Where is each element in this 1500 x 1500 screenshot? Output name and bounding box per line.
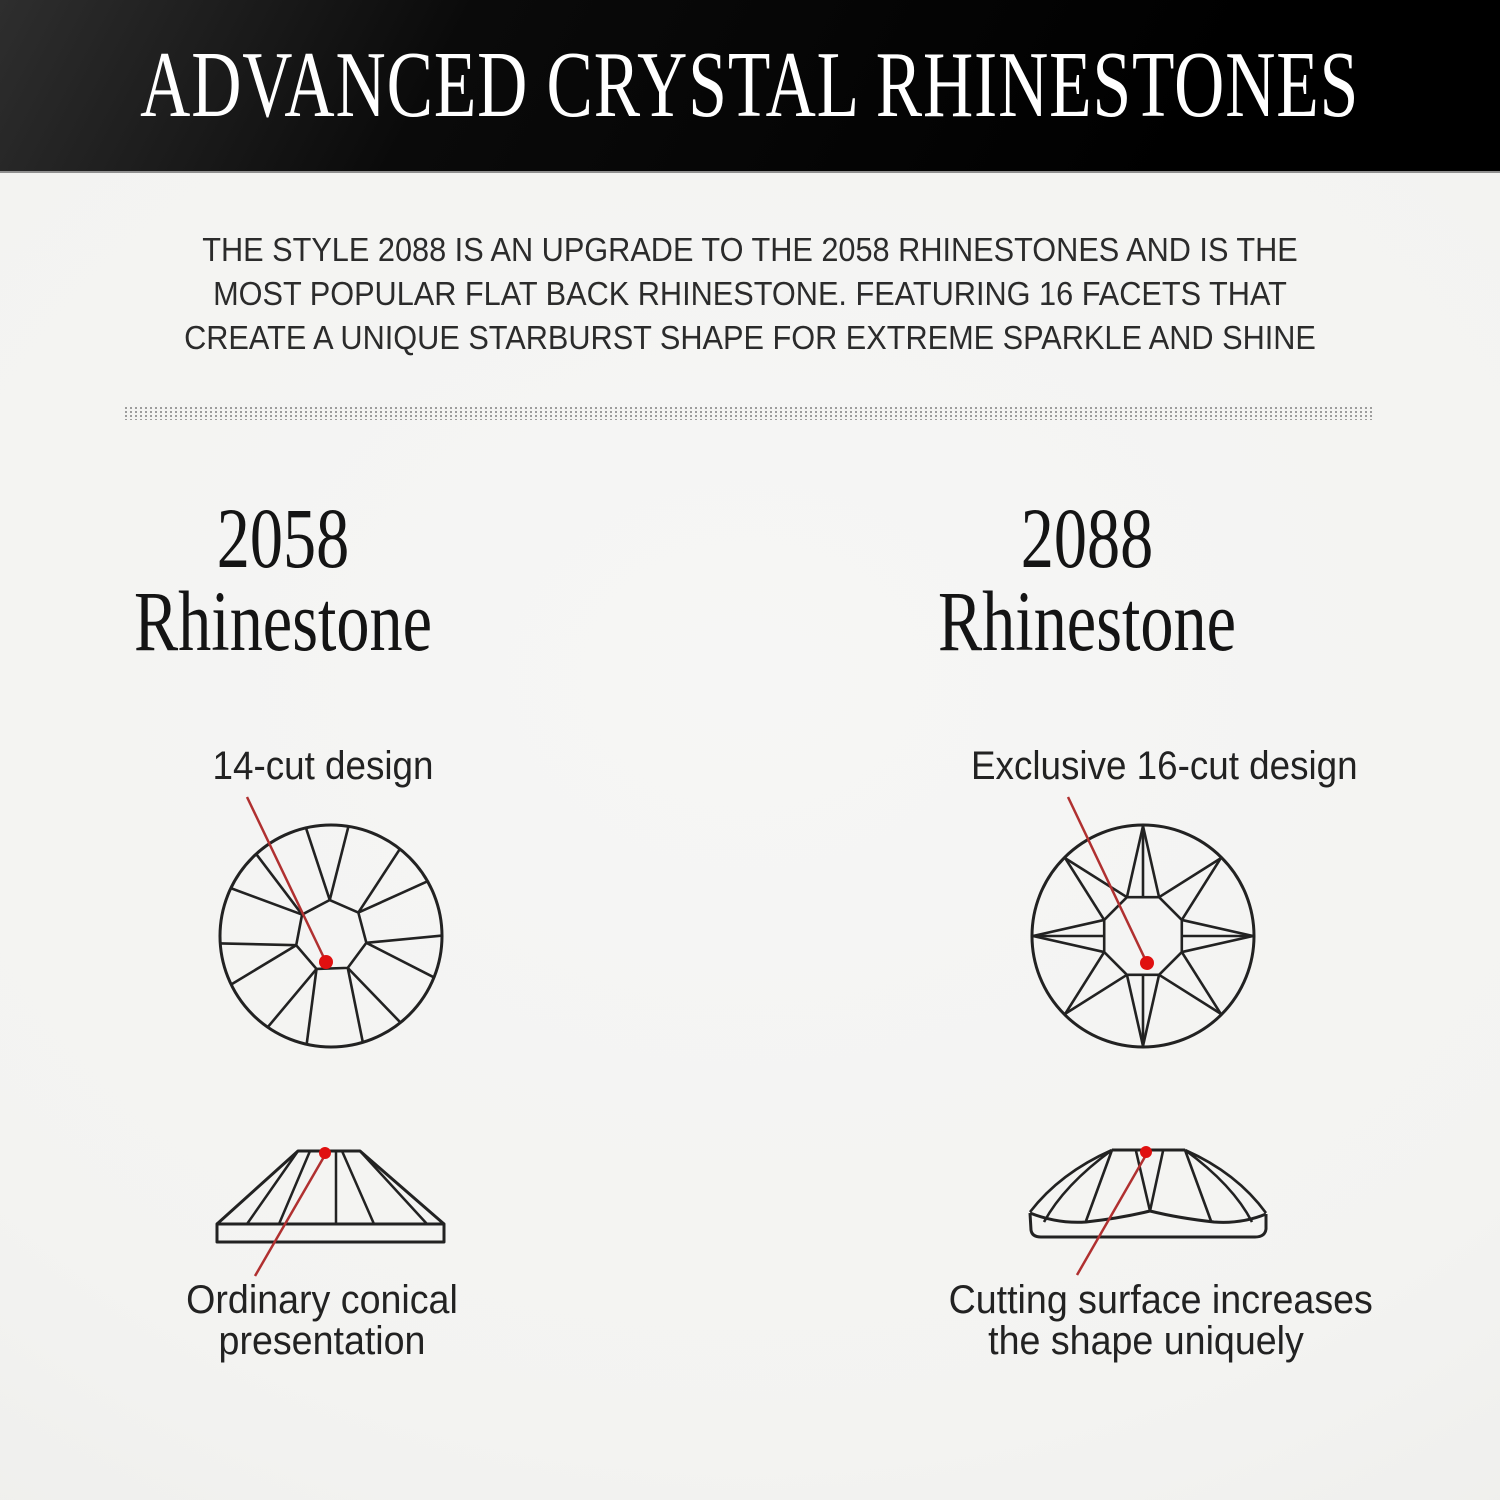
heading-2058-type: Rhinestone	[134, 572, 432, 670]
label-16-cut-design	[955, 744, 1358, 789]
label-16-cut-design-text: Exclusive 16-cut design	[971, 744, 1358, 788]
banner-title: ADVANCED CRYSTAL RHINESTONES	[140, 32, 1360, 138]
label-14-cut-design-text: 14-cut design	[212, 744, 434, 788]
callout-line-cutting-surface	[1077, 1155, 1146, 1275]
heading-2088-type: Rhinestone	[938, 572, 1236, 670]
dotted-divider	[125, 407, 1375, 420]
callout-line-16cut	[1068, 797, 1146, 961]
rhinestone-2058-top-view-diagram	[220, 825, 442, 1047]
label-cutting-surface-line: the shape uniquely	[988, 1319, 1304, 1363]
cone-facet-lines	[247, 1151, 427, 1224]
label-ordinary-conical-line: Ordinary conical	[186, 1278, 458, 1322]
label-ordinary-conical	[112, 1280, 532, 1362]
callout-line-conical	[255, 1155, 325, 1276]
label-cutting-surface	[936, 1278, 1373, 1363]
label-cutting-surface-line: Cutting surface increases	[948, 1278, 1373, 1322]
intro-line: MOST POPULAR FLAT BACK RHINESTONE. FEATURING 16 FACETS THAT	[213, 275, 1287, 312]
callout-dot	[319, 955, 333, 969]
label-14-cut-design	[123, 744, 523, 789]
rhinestone-2088-top-view-diagram	[1032, 825, 1254, 1047]
dome-facet-lines	[1030, 1150, 1266, 1222]
callout-dot	[319, 1147, 331, 1159]
intro-line: CREATE A UNIQUE STARBURST SHAPE FOR EXTREME SPARKLE AND SHINE	[184, 319, 1316, 356]
heading-2088-model: 2088	[1020, 489, 1154, 587]
rhinestone-2058-side-view-diagram	[217, 1151, 444, 1242]
label-ordinary-conical-line: presentation	[218, 1319, 426, 1363]
heading-2058	[33, 489, 533, 670]
cone-profile	[217, 1151, 444, 1224]
rhinestone-2088-side-view-diagram	[1030, 1150, 1266, 1237]
girdle-top-edge	[1030, 1211, 1266, 1222]
intro-line: THE STYLE 2088 IS AN UPGRADE TO THE 2058 RHINESTONES AND IS THE	[202, 231, 1298, 268]
callout-dot	[1140, 1146, 1152, 1158]
girdle-band	[217, 1224, 444, 1242]
callout-lines	[247, 797, 1154, 1276]
girdle-band	[1030, 1213, 1266, 1237]
callout-dot	[1140, 956, 1154, 970]
intro-paragraph	[0, 228, 1500, 360]
heading-2058-model: 2058	[216, 489, 350, 587]
callout-line-14cut	[247, 797, 325, 960]
heading-2088	[837, 489, 1337, 670]
banner	[0, 0, 1500, 173]
